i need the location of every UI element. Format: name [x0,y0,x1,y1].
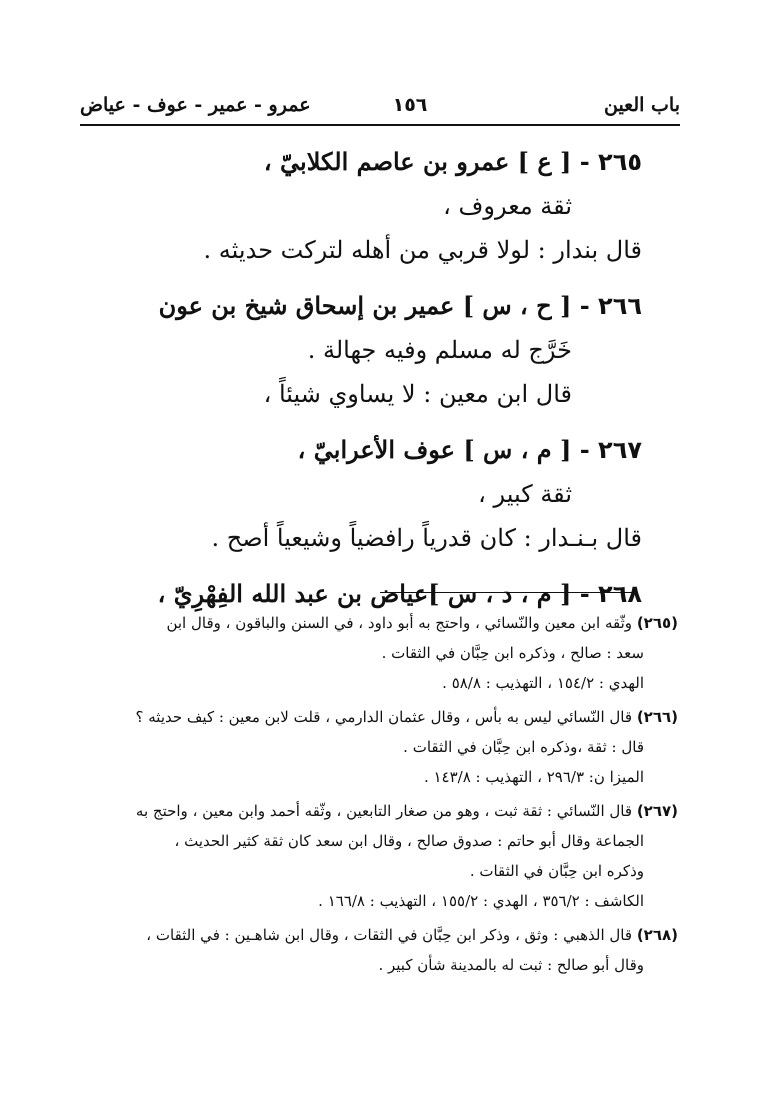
footnote-line: وقال أبو صالح : ثبت له بالمدينة شأن كبير . [378,956,644,974]
footnote [72,608,678,698]
footnote-first-line [72,608,678,638]
footnote-line: الميزا ن: ٢٩٦/٣ ، التهذيب : ١٤٣/٨ . [423,768,644,786]
running-header [80,94,680,120]
footnote-rule [380,592,632,593]
entry [122,140,642,272]
entries [122,140,642,628]
footnote-number: (٢٦٨) [636,926,678,944]
footnote-number: (٢٦٥) [636,614,678,632]
entry-line: خَرَّج له مسلم وفيه جهالة . [307,336,572,364]
entry-number: ٢٦٨ [598,580,642,608]
footnote-number: (٢٦٦) [636,708,678,726]
footnote-text: قال النّسائي ليس به بأس ، وقال عثمان الدارمي ، قلت لابن معين : كيف حديثه ؟ [135,708,633,726]
entry-line: ثقة كبير ، [478,480,572,508]
entry-number: ٢٦٧ [598,436,642,464]
footnote-first-line [72,702,678,732]
header-rule [80,124,680,126]
entry-line: قال ابن معين : لا يساوي شيئاً ، [263,380,572,408]
footnote-text: قال النّسائي : ثقة ثبت ، وهو من صغار التابعين ، وثّقه أحمد وابن معين ، واحتج به [135,802,633,820]
entry-title: - [ ح ، س ] عمير بن إسحاق شيخ بن عون [158,291,590,320]
entry-title: - [ م ، س ] عوف الأعرابيّ ، [297,435,590,464]
footnote-first-line [72,920,678,950]
page-number: ١٥٦ [392,94,428,116]
footnote-text: وثّقه ابن معين والنّسائي ، واحتج به أبو داود ، في السنن والباقون ، وقال ابن [166,614,633,632]
chapter-title: باب العين [603,94,680,116]
footnote [72,702,678,792]
footnote-line: وذكره ابن حِبَّان في الثقات . [469,862,644,880]
footnote-first-line [72,796,678,826]
entry-line: قال بـنـدار : كان قدرياً رافضياً وشيعياً أصح . [211,524,642,552]
entry-line: ثقة معروف ، [443,192,572,220]
entry-head [122,428,642,472]
entry-line: قال بندار : لولا قربي من أهله لتركت حديثه . [203,236,642,264]
footnote-line: الجماعة وقال أبو حاتم : صدوق صالح ، وقال ابن سعد كان ثقة كثير الحديث ، [174,832,644,850]
footnote-line: الهدي : ١٥٤/٢ ، التهذيب : ٥٨/٨ . [442,674,644,692]
footnote-line: سعد : صالح ، وذكره ابن حِبَّان في الثقات . [381,644,644,662]
entry-number: ٢٦٥ [598,148,642,176]
footnote [72,920,678,980]
entry [122,428,642,560]
entry-head [122,140,642,184]
footnote-line: قال : ثقة ،وذكره ابن حِبَّان في الثقات . [403,738,644,756]
footnotes [72,608,678,984]
section-title: عمرو - عمير - عوف - عياض [80,94,311,116]
footnote-line: الكاشف : ٣٥٦/٢ ، الهدي : ١٥٥/٢ ، التهذيب : ١٦٦/٨ . [318,892,644,910]
footnote [72,796,678,916]
entry-number: ٢٦٦ [598,292,642,320]
footnote-number: (٢٦٧) [636,802,678,820]
footnote-text: قال الذهبي : وثق ، وذكر ابن حِبَّان في الثقات ، وقال ابن شاهـين : في الثقات ، [146,926,633,944]
entry-head [122,284,642,328]
entry-title: - [ م ، د ، س ]عياض بن عبد الله الفِهْرِيّ ، [157,579,590,608]
entry-title: - [ ع ] عمرو بن عاصم الكلابيّ ، [263,147,590,176]
entry [122,284,642,416]
